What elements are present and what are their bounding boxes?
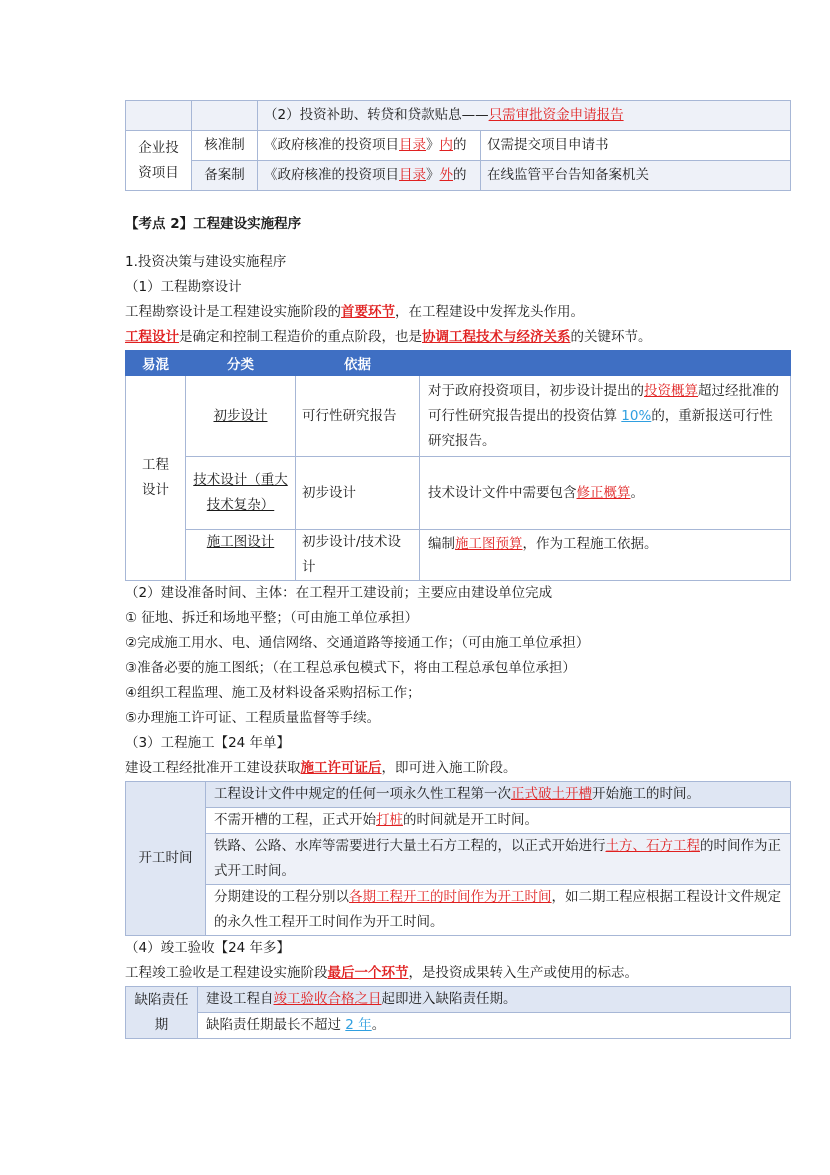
table-row xyxy=(126,376,791,457)
basis-cell: 可行性研究报告 xyxy=(296,376,420,457)
category-cell: 技术设计（重大技术复杂） xyxy=(193,472,288,513)
paragraph: 建设工程经批准开工建设获取施工许可证后，即可进入施工阶段。 xyxy=(125,760,517,776)
basis-cell: 初步设计 xyxy=(296,457,420,530)
rule-cell: 分期建设的工程分别以各期工程开工的时间作为开工时间，如二期工程应根据工程设计文件规定的永久性工程开工时间作为开工时间。 xyxy=(206,885,791,936)
column-header xyxy=(420,351,791,376)
defect-period-label: 缺陷责任期 xyxy=(126,987,198,1039)
table-row xyxy=(126,1013,791,1039)
subsidy-cell: （2）投资补助、转贷和贷款贴息——只需审批资金申请报告 xyxy=(258,101,791,131)
action-cell: 仅需提交项目申请书 xyxy=(481,131,791,161)
rule-cell: 铁路、公路、水库等需要进行大量土石方工程的，以正式开始进行土方、石方工程的时间作为正式开工时间。 xyxy=(206,834,791,885)
table-row xyxy=(126,457,791,530)
paragraph: 工程设计是确定和控制工程造价的重点阶段，也是协调工程技术与经济关系的关键环节。 xyxy=(125,329,652,345)
table-header xyxy=(126,351,791,376)
subheading: （1）工程勘察设计 xyxy=(125,279,242,295)
subheading: （3）工程施工【24 年单】 xyxy=(125,735,291,751)
section-title: 【考点 2】工程建设实施程序 xyxy=(125,216,302,232)
action-cell: 在线监管平台告知备案机关 xyxy=(481,161,791,191)
table-row xyxy=(126,987,791,1013)
group-label: 工程设计 xyxy=(126,376,186,581)
table-row xyxy=(126,161,791,191)
column-header: 依据 xyxy=(296,351,420,376)
rule-cell: 工程设计文件中规定的任何一项永久性工程第一次正式破土开槽开始施工的时间。 xyxy=(206,782,791,808)
table-row xyxy=(126,808,791,834)
catalog-cell: 《政府核准的投资项目目录》内的 xyxy=(258,131,481,161)
start-time-label: 开工时间 xyxy=(126,782,206,936)
rule-cell: 不需开槽的工程，正式开始打桩的时间就是开工时间。 xyxy=(206,808,791,834)
design-stage-table xyxy=(125,350,791,581)
description-cell: 对于政府投资项目，初步设计提出的投资概算超过经批准的可行性研究报告提出的投资估算 10%的，重新报送可行性研究报告。 xyxy=(420,376,791,457)
list-item: ③准备必要的施工图纸；（在工程总承包模式下，将由工程总承包单位承担） xyxy=(125,660,576,676)
list-item: ① 征地、拆迁和场地平整；（可由施工单位承担） xyxy=(125,610,419,626)
investment-approval-table xyxy=(125,100,791,191)
list-item: ⑤办理施工许可证、工程质量监督等手续。 xyxy=(125,710,381,726)
description-cell: 编制施工图预算，作为工程施工依据。 xyxy=(420,530,791,581)
subheading: （4）竣工验收【24 年多】 xyxy=(125,940,291,956)
column-header: 易混 xyxy=(126,351,186,376)
catalog-cell: 《政府核准的投资项目目录》外的 xyxy=(258,161,481,191)
rule-cell: 缺陷责任期最长不超过 2 年。 xyxy=(198,1013,791,1039)
table-row xyxy=(126,101,791,131)
approval-type: 核准制 xyxy=(192,131,258,161)
list-item: ②完成施工用水、电、通信网络、交通道路等接通工作；（可由施工单位承担） xyxy=(125,635,590,651)
category-cell: 施工图设计 xyxy=(206,534,275,550)
table-row xyxy=(126,131,791,161)
defect-liability-table xyxy=(125,986,791,1039)
subheading: （2）建设准备时间、主体：在工程开工建设前；主要应由建设单位完成 xyxy=(125,585,553,601)
column-header: 分类 xyxy=(186,351,296,376)
table-row xyxy=(126,834,791,885)
table-row xyxy=(126,530,791,581)
enterprise-project-label: 企业投资项目 xyxy=(126,131,192,191)
document-page xyxy=(125,100,790,1039)
filing-type: 备案制 xyxy=(192,161,258,191)
start-time-table xyxy=(125,781,791,936)
paragraph: 工程勘察设计是工程建设实施阶段的首要环节，在工程建设中发挥龙头作用。 xyxy=(125,304,584,320)
description-cell: 技术设计文件中需要包含修正概算。 xyxy=(420,457,791,530)
heading: 1.投资决策与建设实施程序 xyxy=(125,254,287,270)
list-item: ④组织工程监理、施工及材料设备采购招标工作； xyxy=(125,685,421,701)
rule-cell: 建设工程自竣工验收合格之日起即进入缺陷责任期。 xyxy=(198,987,791,1013)
category-cell: 初步设计 xyxy=(213,407,268,424)
table-row xyxy=(126,782,791,808)
basis-cell: 初步设计/技术设计 xyxy=(296,530,420,581)
paragraph: 工程竣工验收是工程建设实施阶段最后一个环节，是投资成果转入生产或使用的标志。 xyxy=(125,965,638,981)
table-row xyxy=(126,885,791,936)
